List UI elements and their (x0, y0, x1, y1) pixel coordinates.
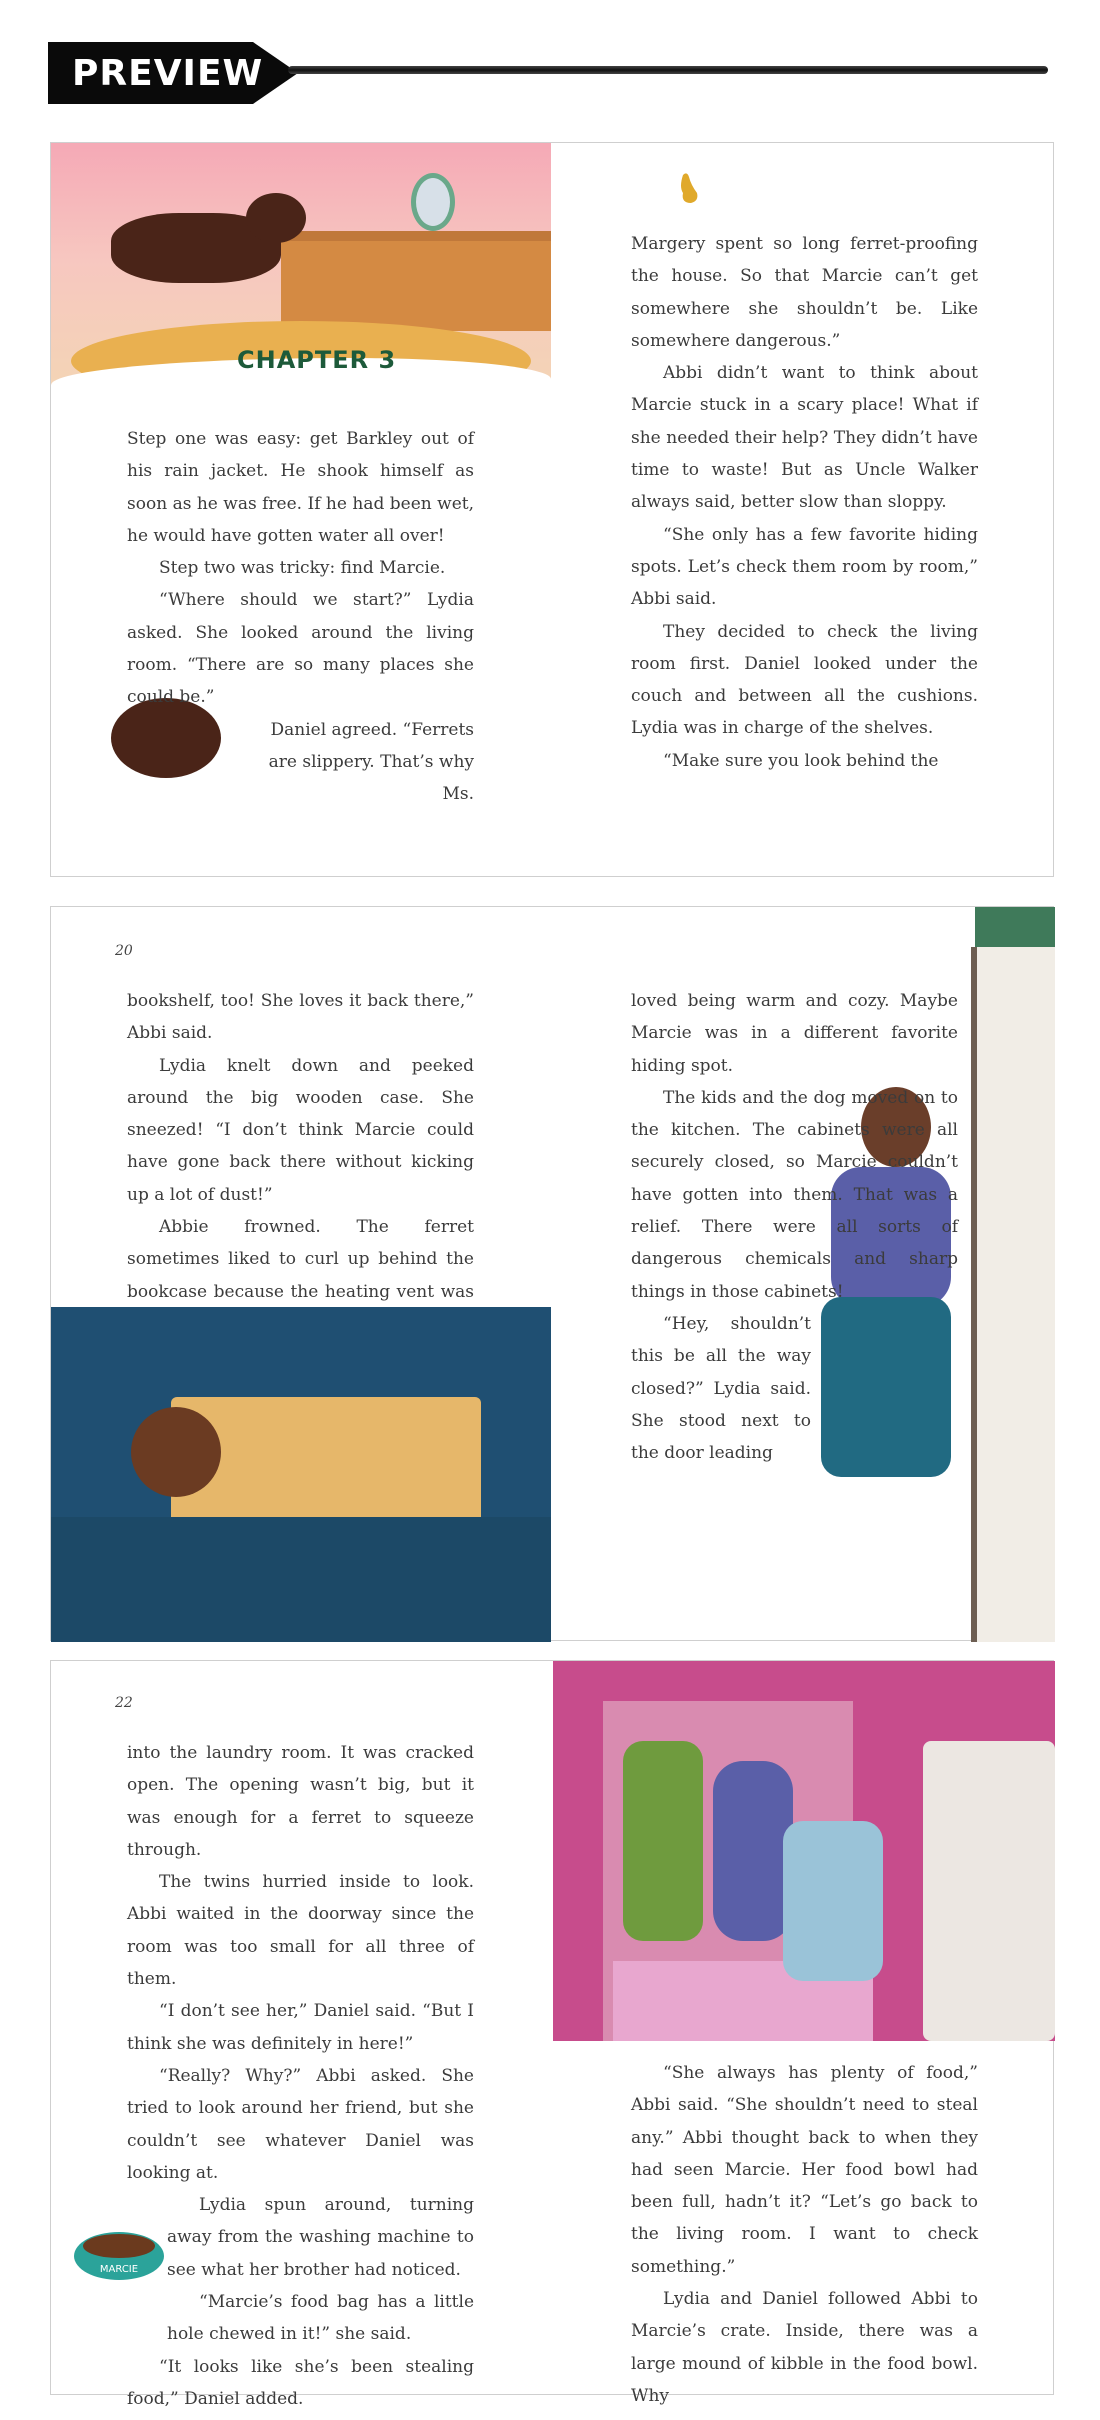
picture-frame (411, 173, 455, 231)
ferret-icon (673, 171, 701, 205)
dog-head (246, 193, 306, 243)
page-number: 22 (115, 1695, 133, 1711)
wooden-desk (281, 231, 551, 331)
paragraph: Daniel agreed. “Ferrets are slippery. That’s why Ms. (268, 719, 474, 805)
paragraph: The kids and the dog moved on to the kitchen. The cabinets were all securely closed, so Marcie couldn’t have gotten into them. That was a relief. There were all sorts of dangerous chemicals and sharp things in those cabinets! (631, 1087, 958, 1302)
paragraph: They decided to check the living room first. Daniel looked under the couch and between all the cushions. Lydia was in charge of the shelves. (631, 621, 978, 739)
bowl-label: MARCIE (99, 2264, 139, 2275)
paragraph: “She always has plenty of food,” Abbi said. “She shouldn’t need to steal any.” Abbi thought back to when they had seen Marcie. Her food bowl had been full, hadn’t it? “Let’s go back to the living room. I want to check something.” (631, 2063, 978, 2277)
paragraph: Lydia knelt down and peeked around the big wooden case. She sneezed! “I don’t think Marcie could have gone back there without kicking up a lot of dust!” (127, 1055, 474, 1205)
paragraph: Margery spent so long ferret-proofing the house. So that Marcie can’t get somewhere she shouldn’t be. Like somewhere dangerous.” (631, 234, 978, 351)
banner-rule (288, 66, 1048, 74)
washing-machine (923, 1741, 1055, 2041)
couch (51, 1517, 551, 1642)
preview-banner (48, 40, 998, 106)
paragraph: “Make sure you look behind the (663, 750, 939, 771)
paragraph: into the laundry room. It was cracked open. The opening wasn’t big, but it was enough for a ferret to squeeze through. (127, 1743, 474, 1860)
paragraph: “It looks like she’s been stealing food,” Daniel added. (127, 2356, 474, 2409)
spread-chapter-3 (50, 142, 1054, 877)
page-number: 20 (115, 943, 133, 959)
paragraph: “She only has a few favorite hiding spots. Let’s check them room by room,” Abbi said. (631, 524, 978, 610)
right-page-text (631, 228, 978, 777)
paragraph: Abbie frowned. The ferret sometimes liked to curl up behind the bookcase because the heating vent was (127, 1217, 474, 1302)
girl-figure (713, 1761, 793, 1941)
paragraph: Abbi didn’t want to think about Marcie stuck in a scary place! What if she needed their help? They didn’t have time to waste! But as Uncle Walker always said, better slow than sloppy. (631, 363, 978, 513)
chapter-illustration (51, 143, 551, 403)
preview-label: PREVIEW (72, 53, 264, 94)
food-bowl-illustration (69, 2216, 173, 2286)
paragraph: “Hey, shouldn’t this be all the way closed?” Lydia said. She stood next to the door leading (631, 1313, 811, 1464)
left-page-text (127, 985, 474, 1340)
abbi-figure (623, 1741, 703, 1941)
paragraph: loved being warm and cozy. Maybe Marcie was in a different favorite hiding spot. (631, 991, 958, 1076)
right-page-text (631, 2057, 978, 2412)
spread-page-20 (50, 906, 1054, 1641)
paragraph: Lydia spun around, turning away from the washing machine to see what her brother had noticed. (167, 2195, 474, 2280)
boy-figure (783, 1821, 883, 1981)
chapter-title: CHAPTER 3 (237, 346, 397, 374)
right-page-text (631, 985, 958, 1469)
paragraph: “I don’t see her,” Daniel said. “But I think she was definitely in here!” (127, 2001, 474, 2054)
left-page-text (127, 423, 474, 811)
couch-illustration (51, 1307, 551, 1642)
paragraph: “Where should we start?” Lydia asked. She looked around the living room. “There are so many places she could be.” (127, 590, 474, 708)
paragraph: Step one was easy: get Barkley out of his rain jacket. He shook himself as soon as he was free. If he had been wet, he would have gotten water all over! (127, 429, 474, 546)
paragraph: Step two was tricky: find Marcie. (159, 558, 446, 579)
left-page-text (127, 1737, 474, 2415)
paragraph: “Really? Why?” Abbi asked. She tried to look around her friend, but she couldn’t see whatever Daniel was looking at. (127, 2065, 474, 2183)
paragraph: bookshelf, too! She loves it back there,” Abbi said. (127, 991, 474, 1044)
paragraph: The twins hurried inside to look. Abbi waited in the doorway since the room was too small for all three of them. (127, 1872, 474, 1990)
boy-head (131, 1407, 221, 1497)
paragraph: “Marcie’s food bag has a little hole chewed in it!” she said. (167, 2292, 474, 2345)
laundry-room-illustration (553, 1661, 1055, 2041)
spread-page-22 (50, 1660, 1054, 2409)
paragraph: Lydia and Daniel followed Abbi to Marcie’s crate. Inside, there was a large mound of kibble in the food bowl. Why (631, 2289, 978, 2406)
